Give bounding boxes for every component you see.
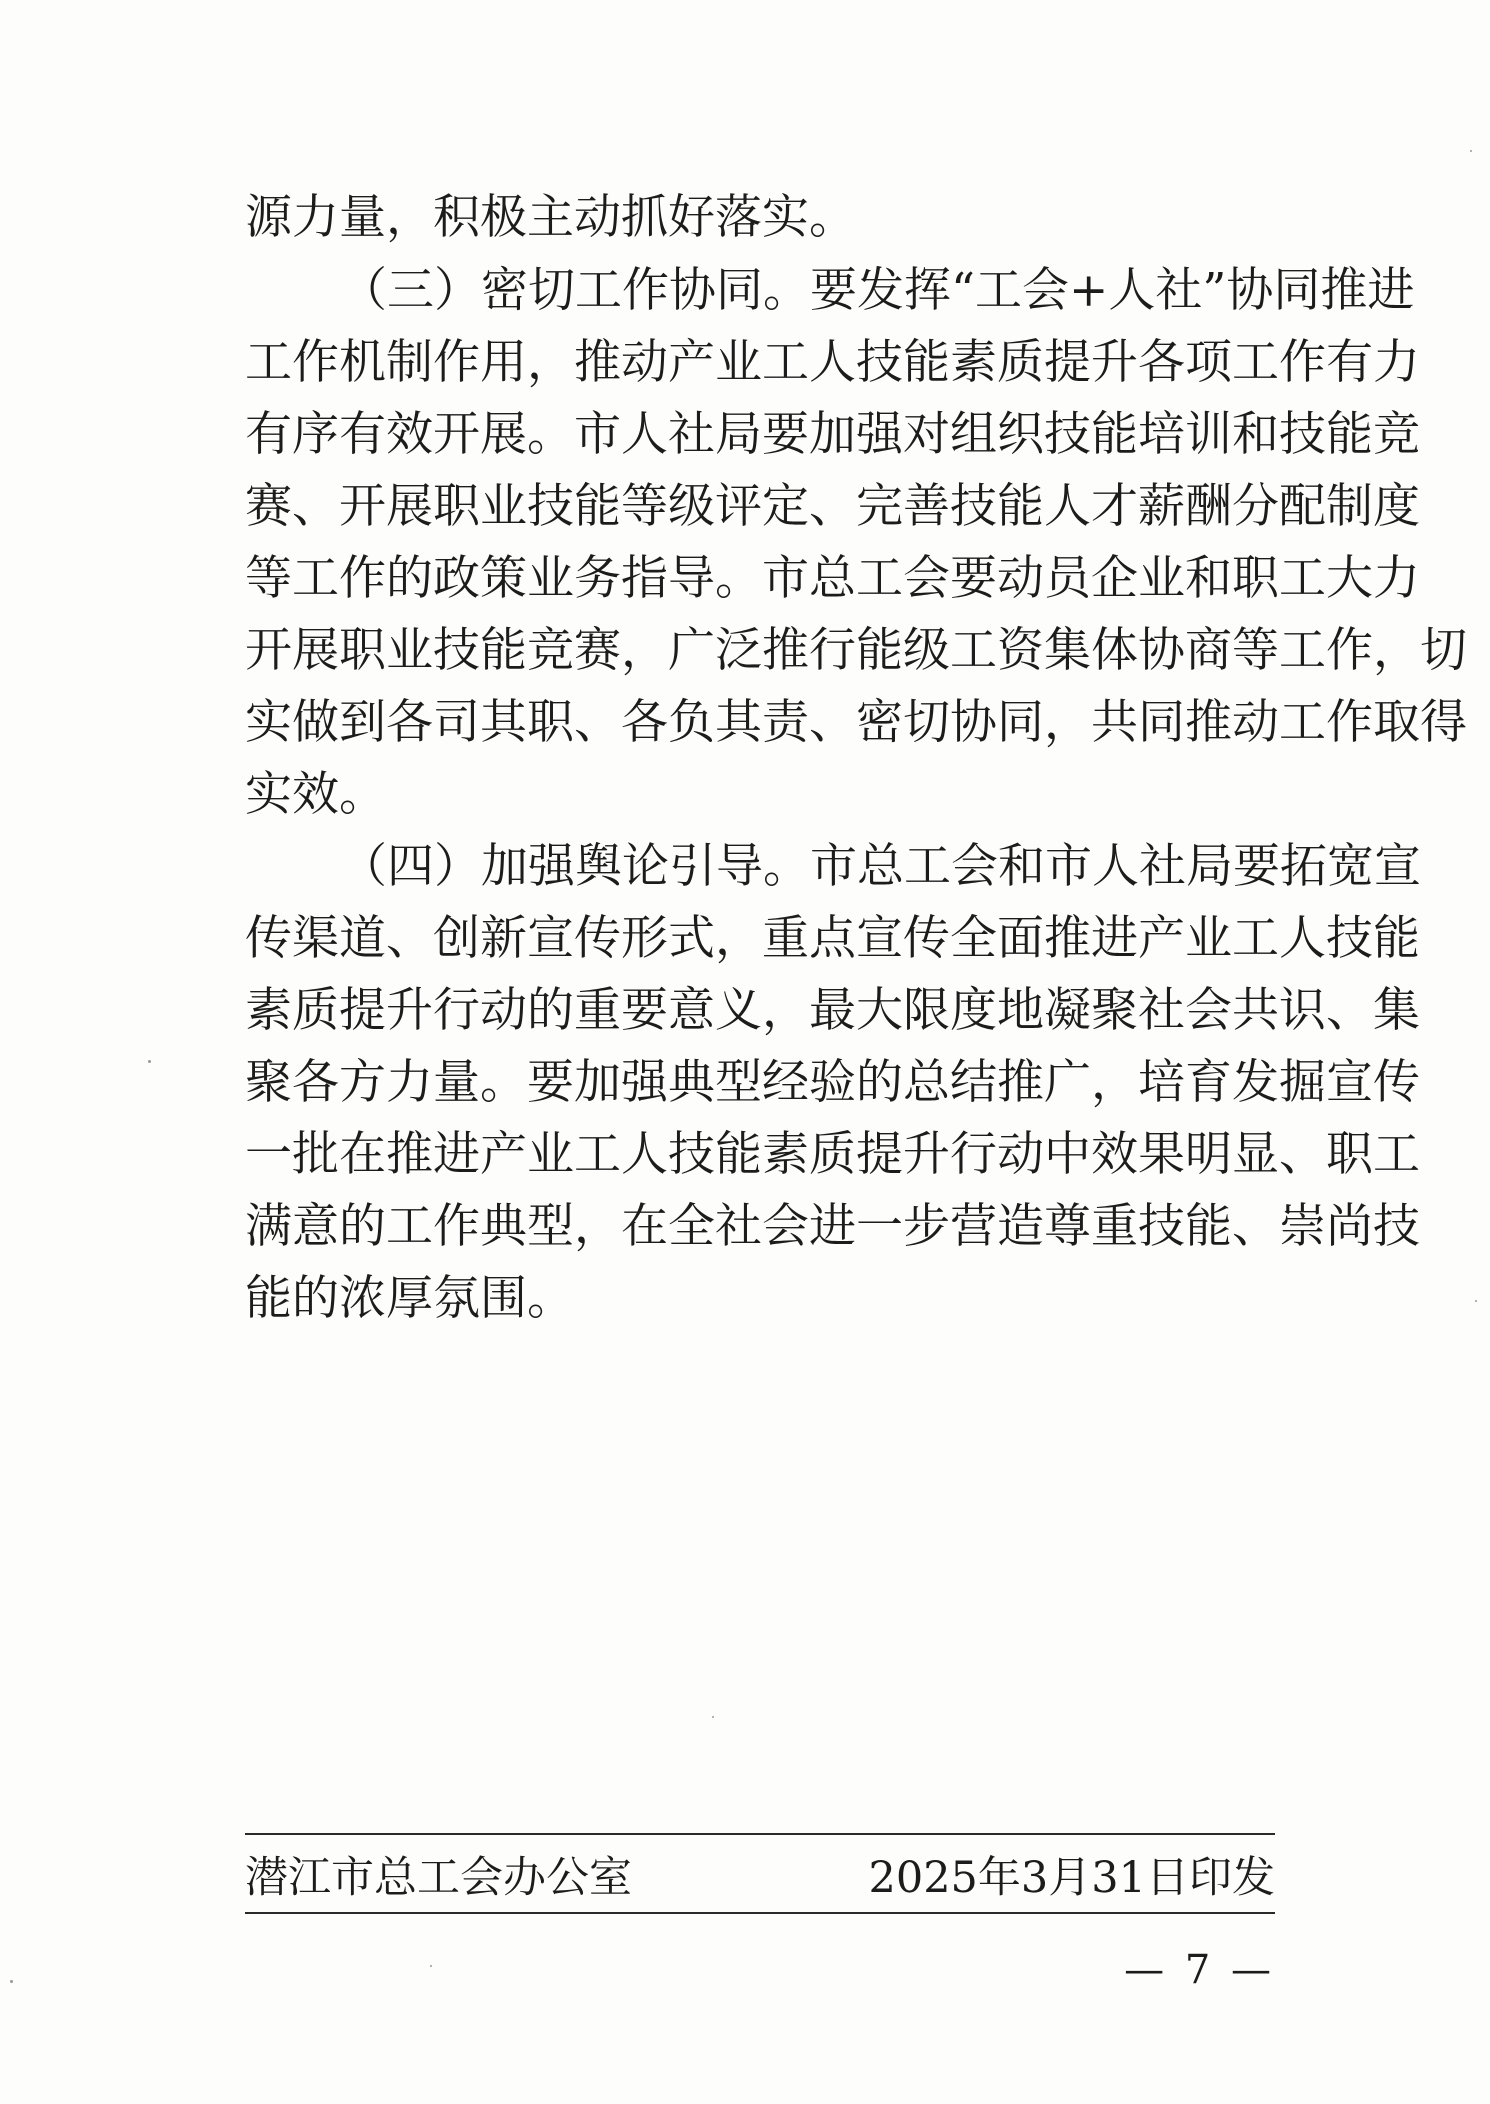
paragraph-line: 工作机制作用，推动产业工人技能素质提升各项工作有力 <box>245 335 1420 390</box>
paragraph-line: （三）密切工作协同。要发挥“工会+人社”协同推进 <box>340 263 1415 318</box>
paragraph-line: 等工作的政策业务指导。市总工会要动员企业和职工大力 <box>245 551 1420 606</box>
paragraph-line: 满意的工作典型，在全社会进一步营造尊重技能、崇尚技 <box>245 1199 1420 1254</box>
paragraph-line: 一批在推进产业工人技能素质提升行动中效果明显、职工 <box>245 1127 1420 1182</box>
paragraph-line: 开展职业技能竞赛，广泛推行能级工资集体协商等工作，切 <box>245 623 1467 678</box>
paragraph-line: （四）加强舆论引导。市总工会和市人社局要拓宽宣 <box>340 839 1421 894</box>
paragraph-line: 实做到各司其职、各负其责、密切协同，共同推动工作取得 <box>245 695 1467 750</box>
scan-speck <box>1470 150 1472 152</box>
paragraph-line: 有序有效开展。市人社局要加强对组织技能培训和技能竞 <box>245 407 1420 462</box>
scan-speck <box>148 1060 151 1063</box>
issue-date: 2025年3月31日印发 <box>868 1853 1275 1903</box>
issuer-name: 潜江市总工会办公室 <box>245 1853 632 1903</box>
paragraph-line: 赛、开展职业技能等级评定、完善技能人才薪酬分配制度 <box>245 479 1420 534</box>
footer-bottom-rule <box>245 1912 1275 1914</box>
paragraph-line: 源力量，积极主动抓好落实。 <box>245 190 856 245</box>
paragraph-line: 素质提升行动的重要意义，最大限度地凝聚社会共识、集 <box>245 983 1420 1038</box>
scan-speck <box>10 1980 13 1983</box>
scan-speck <box>430 1965 432 1967</box>
scan-speck <box>1475 1300 1477 1302</box>
paragraph-line: 实效。 <box>245 767 386 822</box>
paragraph-line: 聚各方力量。要加强典型经验的总结推广，培育发掘宣传 <box>245 1055 1420 1110</box>
scan-speck <box>712 1716 714 1718</box>
paragraph-line: 传渠道、创新宣传形式，重点宣传全面推进产业工人技能 <box>245 911 1420 966</box>
page-number: — 7 — <box>1124 1947 1275 1993</box>
paragraph-line: 能的浓厚氛围。 <box>245 1271 574 1326</box>
footer-top-rule <box>245 1833 1275 1835</box>
